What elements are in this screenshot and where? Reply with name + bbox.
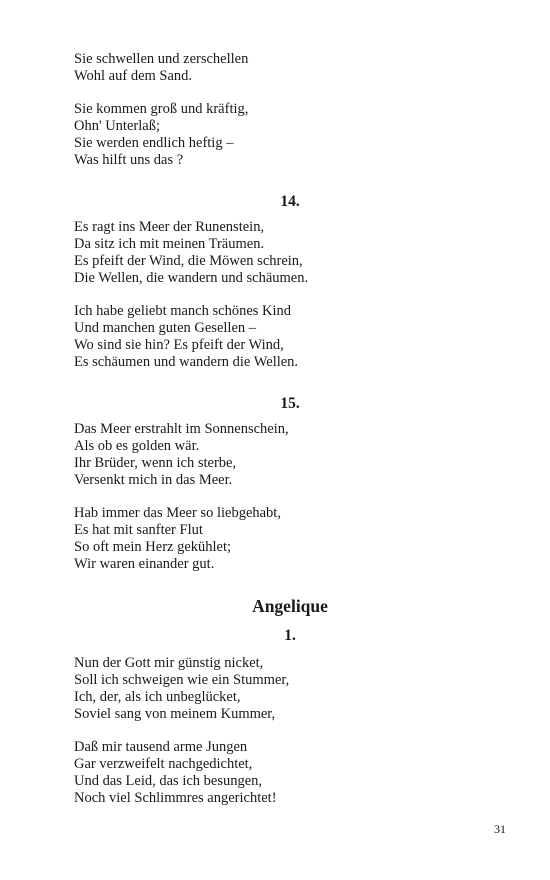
verse-line: Das Meer erstrahlt im Sonnenschein, (74, 421, 289, 437)
poem-number-heading: 14. (280, 193, 300, 210)
verse-line: Daß mir tausend arme Jungen (74, 739, 248, 755)
verse-line: Soll ich schweigen wie ein Stummer, (74, 672, 290, 688)
verse-line: Ohn' Unterlaß; (74, 118, 160, 134)
verse-line: Nun der Gott mir günstig nicket, (74, 655, 264, 671)
verse-line: Es ragt ins Meer der Runenstein, (74, 219, 265, 235)
verse-line: So oft mein Herz gekühlet; (74, 539, 232, 555)
verse-line: Ich habe geliebt manch schönes Kind (74, 303, 292, 319)
verse-line: Sie schwellen und zerschellen (74, 51, 249, 67)
verse-line: Wohl auf dem Sand. (74, 68, 193, 84)
verse-line: Wir waren einander gut. (74, 556, 215, 572)
verse-line: Wo sind sie hin? Es pfeift der Wind, (74, 337, 284, 353)
verse-line: Und manchen guten Gesellen – (74, 320, 257, 336)
verse-line: Es pfeift der Wind, die Möwen schrein, (74, 253, 303, 269)
verse-line: Die Wellen, die wandern und schäumen. (74, 270, 309, 286)
poem-number-heading: 1. (284, 627, 296, 644)
verse-line: Es schäumen und wandern die Wellen. (74, 354, 299, 370)
verse-line: Sie werden endlich heftig – (74, 135, 234, 151)
verse-line: Es hat mit sanfter Flut (74, 522, 203, 538)
page-number: 31 (494, 822, 506, 836)
verse-line: Soviel sang von meinem Kummer, (74, 706, 276, 722)
verse-line: Ich, der, als ich unbeglücket, (74, 689, 241, 705)
verse-line: Ihr Brüder, wenn ich sterbe, (74, 455, 237, 471)
verse-line: Versenkt mich in das Meer. (74, 472, 233, 488)
verse-line: Und das Leid, das ich besungen, (74, 773, 263, 789)
poem-number-heading: 15. (280, 395, 300, 412)
verse-line: Gar verzweifelt nachgedichtet, (74, 756, 253, 772)
verse-line: Als ob es golden wär. (74, 438, 200, 454)
verse-line: Da sitz ich mit meinen Träumen. (74, 236, 265, 252)
poem-cycle-title: Angelique (252, 596, 328, 616)
verse-line: Sie kommen groß und kräftig, (74, 101, 249, 117)
verse-line: Was hilft uns das ? (74, 152, 184, 168)
verse-line: Hab immer das Meer so liebgehabt, (74, 505, 281, 521)
verse-line: Noch viel Schlimmres angerichtet! (74, 790, 277, 806)
